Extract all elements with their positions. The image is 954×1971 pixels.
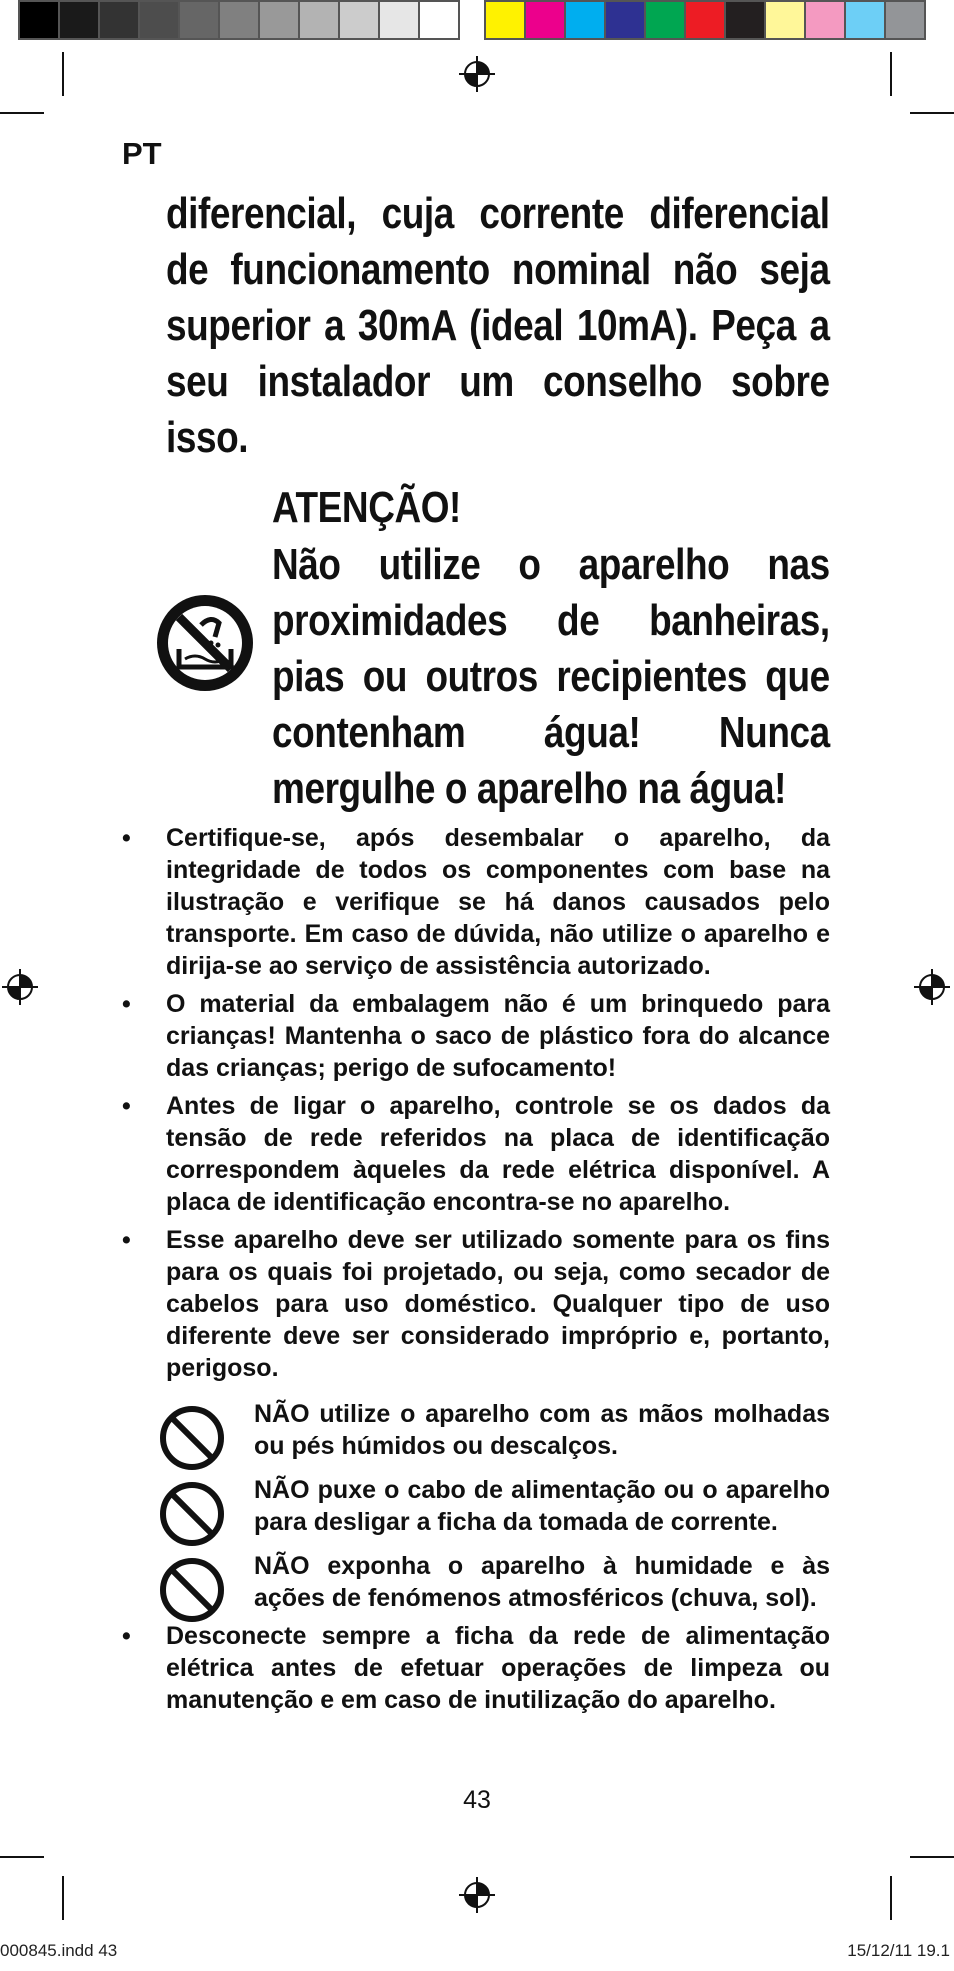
color-swatch (378, 0, 420, 40)
color-swatch (258, 0, 300, 40)
crop-mark (890, 52, 892, 96)
color-swatch (884, 0, 926, 40)
prohibition-icon (158, 1480, 226, 1548)
bullet-dot: • (122, 1226, 131, 1254)
prohibition-item (122, 1474, 830, 1538)
list-item (122, 1224, 830, 1384)
color-swatch (724, 0, 766, 40)
color-swatch (564, 0, 606, 40)
color-swatch (18, 0, 60, 40)
color-swatch (484, 0, 526, 40)
color-bar (484, 0, 924, 44)
color-swatch (644, 0, 686, 40)
list-item-text: Esse aparelho deve ser utilizado somente para os fins para os quais foi projetado, ou seja, como secador de cabelos para uso doméstico. Qualquer tipo de uso diferente deve ser considerado impróprio e, portanto, perigoso. (166, 1226, 830, 1382)
warning-heading-text: ATENÇÃO! (272, 483, 461, 532)
registration-mark-icon (459, 56, 495, 92)
color-swatch (764, 0, 806, 40)
list-item (122, 1090, 830, 1218)
crop-mark (0, 1856, 44, 1858)
registration-mark-icon (914, 969, 950, 1005)
footer-date: 15/12/11 19.1 (847, 1941, 950, 1960)
list-item (122, 988, 830, 1084)
no-bath-water-icon (155, 593, 255, 693)
crop-mark (62, 52, 64, 96)
list-item-text: O material da embalagem não é um brinquedo para crianças! Mantenha o saco de plástico fora do alcance das crianças; perigo de sufocamento! (166, 990, 830, 1082)
color-swatch (338, 0, 380, 40)
footer-filename: 000845.indd 43 (0, 1941, 118, 1960)
registration-mark-icon (2, 969, 38, 1005)
color-swatch (298, 0, 340, 40)
list-item (122, 1620, 830, 1716)
bullet-dot: • (122, 990, 131, 1018)
intro-text: diferencial, cuja corrente diferencial de funcionamento nominal não seja superior a 30mA (ideal 10mA). Peça a seu instalador um conselho sobre isso. (166, 189, 830, 462)
crop-mark (910, 1856, 954, 1858)
grayscale-bar (18, 0, 458, 44)
intro-paragraph (166, 186, 830, 466)
language-label: PT (122, 136, 162, 171)
color-swatch (604, 0, 646, 40)
crop-mark (910, 112, 954, 114)
prohibition-text: NÃO puxe o cabo de alimentação ou o aparelho para desligar a ficha da tomada de corrente. (254, 1476, 830, 1536)
prohibition-item (122, 1550, 830, 1614)
prohibition-text: NÃO utilize o aparelho com as mãos molhadas ou pés húmidos ou descalços. (254, 1400, 830, 1460)
color-swatch (178, 0, 220, 40)
page-number: 43 (463, 1786, 491, 1814)
color-swatch (218, 0, 260, 40)
list-item-text: Desconecte sempre a ficha da rede de alimentação elétrica antes de efetuar operações de limpeza ou manutenção e em caso de inutilização do aparelho. (166, 1622, 830, 1714)
list-item (122, 822, 830, 982)
prohibition-text: NÃO exponha o aparelho à humidade e às ações de fenómenos atmosféricos (chuva, sol). (254, 1552, 830, 1612)
color-swatch (138, 0, 180, 40)
list-item-text: Certifique-se, após desembalar o aparelho, da integridade de todos os componentes com base na ilustração e verifique se há danos causados pelo transporte. Em caso de dúvida, não utilize o aparelho e dirija-se ao serviço de assistência autorizado. (166, 824, 830, 980)
crop-mark (62, 1876, 64, 1920)
list-item-text: Antes de ligar o aparelho, controle se os dados da tensão de rede referidos na placa de identificação correspondem àqueles da rede elétrica disponível. A placa de identificação encontra-se no aparelho. (166, 1092, 830, 1216)
warning-heading (272, 480, 830, 536)
crop-mark (0, 112, 44, 114)
bullet-dot: • (122, 1092, 131, 1120)
color-swatch (98, 0, 140, 40)
color-swatch (524, 0, 566, 40)
color-swatch (418, 0, 460, 40)
safety-instructions (122, 822, 830, 1722)
warning-text (272, 537, 830, 817)
prohibition-item (122, 1398, 830, 1462)
registration-mark-icon (459, 1877, 495, 1913)
prohibition-icon (158, 1556, 226, 1624)
color-swatch (804, 0, 846, 40)
color-swatch (58, 0, 100, 40)
crop-mark (890, 1876, 892, 1920)
color-swatch (684, 0, 726, 40)
bullet-dot: • (122, 824, 131, 852)
warning-text-body: Não utilize o aparelho nas proximidades de banheiras, pias ou outros recipientes que contenham água! Nunca mergulhe o aparelho na água! (272, 540, 830, 813)
color-swatch (844, 0, 886, 40)
prohibition-icon (158, 1404, 226, 1472)
bullet-dot: • (122, 1622, 131, 1650)
